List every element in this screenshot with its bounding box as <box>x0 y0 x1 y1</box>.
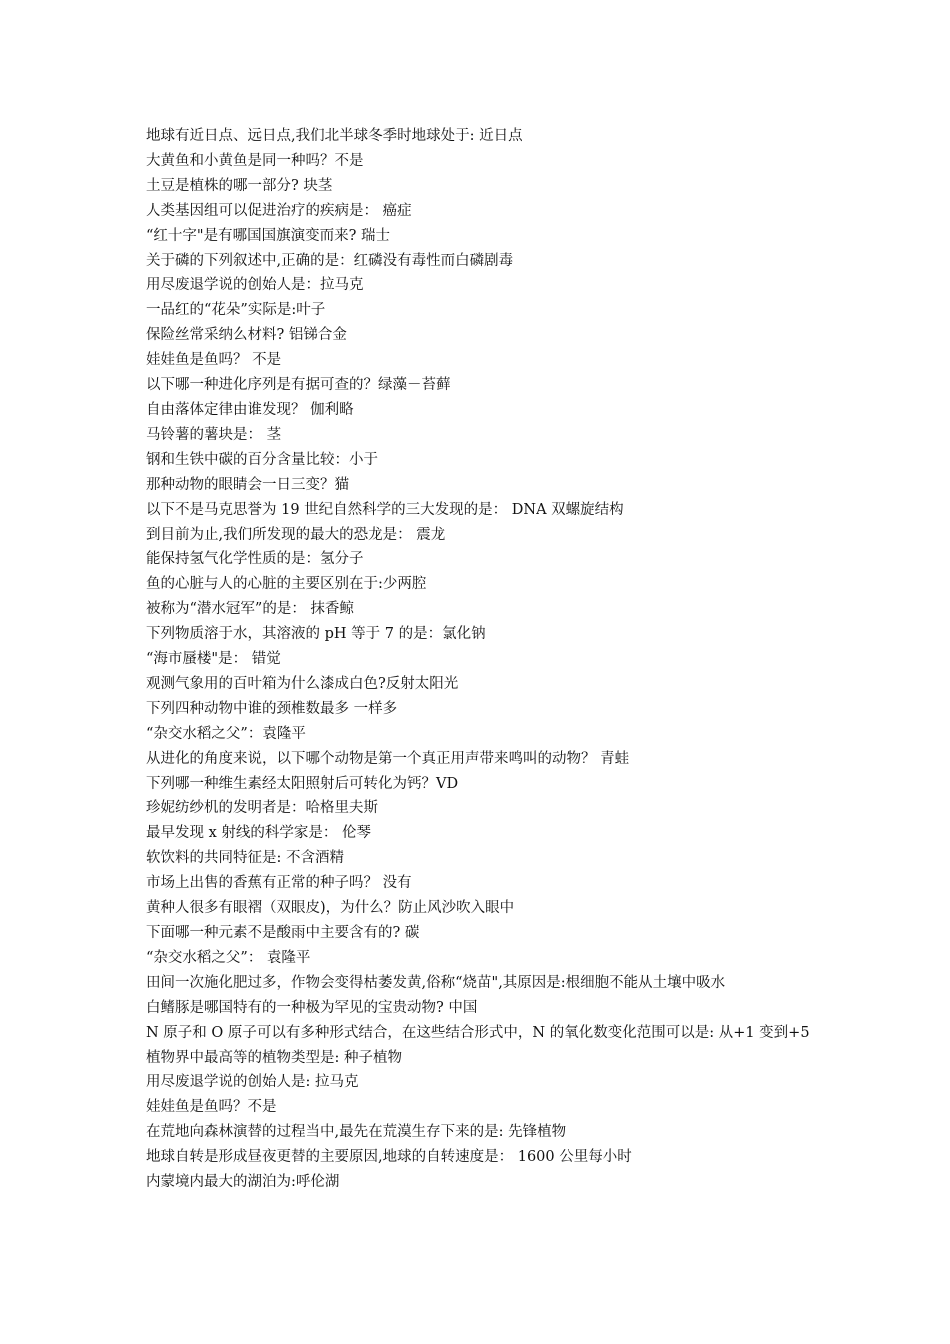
text-line: 那种动物的眼睛会一日三变？猫 <box>146 476 349 493</box>
text-line: 大黄鱼和小黄鱼是同一种吗？不是 <box>146 152 364 169</box>
text-line: 用尽废退学说的创始人是：拉马克 <box>146 277 364 294</box>
text-line: 土豆是植株的哪一部分? 块茎 <box>146 177 333 194</box>
text-line: 一品红的“花朵”实际是:叶子 <box>146 302 326 319</box>
text-line: 鱼的心脏与人的心脏的主要区别在于:少两腔 <box>146 576 427 593</box>
text-line: 被称为“潜水冠军”的是： 抹香鲸 <box>146 601 354 618</box>
text-line: “杂交水稻之父”：袁隆平 <box>146 725 306 742</box>
text-line: 用尽废退学说的创始人是: 拉马克 <box>146 1074 359 1091</box>
text-line: 关于磷的下列叙述中,正确的是：红磷没有毒性而白磷剧毒 <box>146 252 514 269</box>
text-line: 植物界中最高等的植物类型是: 种子植物 <box>146 1049 402 1066</box>
text-line: 马铃薯的薯块是： 茎 <box>146 426 282 443</box>
text-line: 以下不是马克思誉为 19 世纪自然科学的三大发现的是： DNA 双螺旋结构 <box>146 501 624 518</box>
text-line: 以下哪一种进化序列是有据可查的？绿藻－苔藓 <box>146 377 451 394</box>
text-line: 从进化的角度来说，以下哪个动物是第一个真正用声带来鸣叫的动物？ 青蛙 <box>146 750 630 767</box>
text-line: 最早发现 x 射线的科学家是： 伦琴 <box>146 825 372 842</box>
text-line: 自由落体定律由谁发现？ 伽利略 <box>146 401 354 418</box>
text-line: 内蒙境内最大的湖泊为:呼伦湖 <box>146 1174 340 1191</box>
text-line: “红十字"是有哪国国旗演变而来? 瑞士 <box>146 227 390 244</box>
text-line: N 原子和 O 原子可以有多种形式结合，在这些结合形式中，N 的氧化数变化范围可以是: 从+1 变到+5 <box>146 1024 810 1041</box>
text-line: “杂交水稻之父”： 袁隆平 <box>146 949 311 966</box>
text-line: 下面哪一种元素不是酸雨中主要含有的? 碳 <box>146 925 420 941</box>
text-line: 白鳍豚是哪国特有的一种极为罕见的宝贵动物? 中国 <box>146 999 478 1016</box>
text-line: 能保持氢气化学性质的是：氢分子 <box>146 551 364 568</box>
text-line: 保险丝常采纳么材料? 铝锑合金 <box>146 327 347 344</box>
text-line: 到目前为止,我们所发现的最大的恐龙是： 震龙 <box>146 526 446 543</box>
text-line: 市场上出售的香蕉有正常的种子吗？ 没有 <box>146 875 412 892</box>
text-line: 田间一次施化肥过多，作物会变得枯萎发黄,俗称“烧苗",其原因是:根细胞不能从土壤中吸水 <box>146 974 726 991</box>
text-line: 人类基因组可以促进治疗的疾病是： 癌症 <box>146 202 412 219</box>
text-line: 地球有近日点、远日点,我们北半球冬季时地球处于: 近日点 <box>146 128 523 144</box>
text-line: 娃娃鱼是鱼吗？ 不是 <box>146 352 282 369</box>
text-line: 地球自转是形成昼夜更替的主要原因,地球的自转速度是： 1600 公里每小时 <box>146 1149 632 1166</box>
text-line: “海市蜃楼"是： 错觉 <box>146 651 281 668</box>
text-line: 下列物质溶于水，其溶液的 pH 等于 7 的是：氯化钠 <box>146 626 486 643</box>
text-line: 娃娃鱼是鱼吗？不是 <box>146 1099 277 1116</box>
text-line: 下列哪一种维生素经太阳照射后可转化为钙？VD <box>146 775 459 792</box>
document-body <box>146 124 816 1195</box>
text-line: 在荒地向森林演替的过程当中,最先在荒漠生存下来的是: 先锋植物 <box>146 1124 567 1141</box>
text-line: 钢和生铁中碳的百分含量比较：小于 <box>146 451 378 468</box>
text-line: 下列四种动物中谁的颈椎数最多 一样多 <box>146 700 398 717</box>
text-line: 珍妮纺纱机的发明者是：哈格里夫斯 <box>146 800 378 817</box>
text-line: 黄种人很多有眼褶（双眼皮)，为什么？防止风沙吹入眼中 <box>146 900 515 917</box>
text-line: 观测气象用的百叶箱为什么漆成白色?反射太阳光 <box>146 675 459 692</box>
text-line: 软饮料的共同特征是: 不含酒精 <box>146 850 344 867</box>
